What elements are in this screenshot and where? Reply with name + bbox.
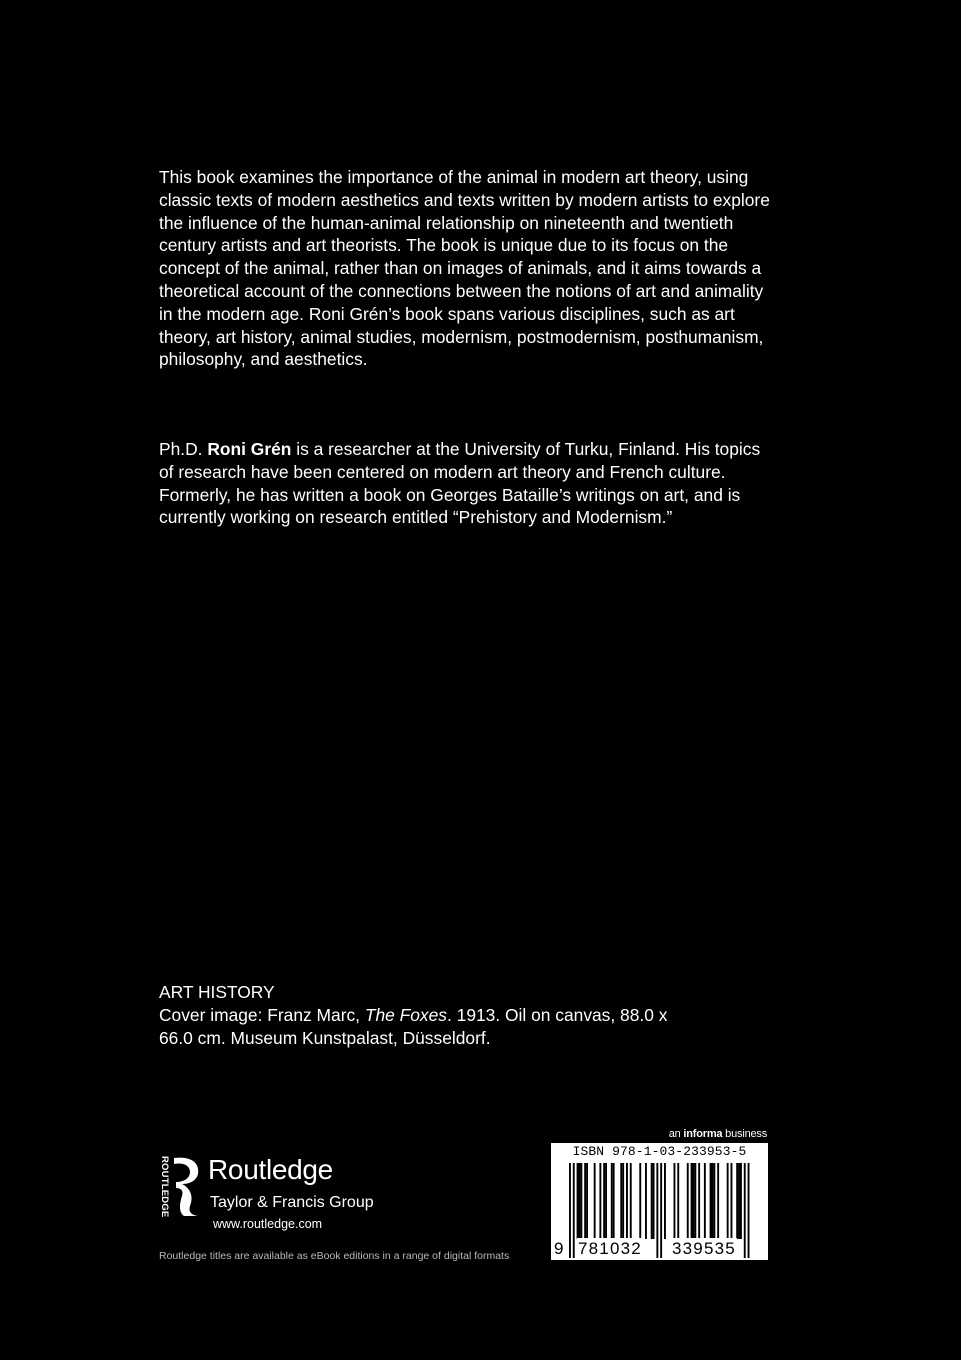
barcode-bar (645, 1163, 647, 1239)
ean-first-digit: 9 (554, 1239, 565, 1258)
barcode-bar (626, 1163, 628, 1239)
barcode-bar (599, 1163, 601, 1239)
routledge-r-icon (170, 1156, 204, 1218)
barcode-bar (664, 1163, 666, 1239)
publisher-name: Routledge (208, 1154, 333, 1185)
author-name: Roni Grén (207, 439, 292, 459)
ean-left-group: 781032 (578, 1239, 642, 1258)
barcode-bar (677, 1163, 679, 1239)
author-bio-text: is a researcher at the University of Turku, Finland. His topics of research have been centered on modern art theory and French culture. Formerly, he has written a book on Georges Bataille’s writings on art, and is currently working on research entitled “Prehistory and Modernism.” (159, 439, 761, 528)
barcode-bar (622, 1163, 624, 1239)
book-description: This book examines the importance of the animal in modern art theory, using classic texts of modern aesthetics and texts written by modern artists to explore the influence of the human-animal relationship on nineteenth and twentieth century artists and art theorists. The book is unique due to its focus on the concept of the animal, rather than on images of animals, and it aims towards a theoretical account of the connections between the notions of art and animality in the modern age. Roni Grén’s book spans various disciplines, such as art theory, art history, animal studies, modernism, postmodernism, posthumanism, philosophy, and aesthetics. (159, 167, 770, 370)
barcode-bar (586, 1163, 588, 1239)
barcode-bar (698, 1163, 700, 1239)
barcode-bar (611, 1163, 613, 1239)
barcode-bar (694, 1163, 696, 1239)
barcode-bar (605, 1163, 607, 1239)
cover-credit-details: . 1913. Oil on canvas, 88.0 x 66.0 cm. Museum Kunstpalast, Düsseldorf. (159, 1005, 668, 1048)
author-title: Ph.D. (159, 439, 208, 459)
barcode-bar (639, 1163, 641, 1239)
barcode-bar (603, 1163, 605, 1239)
ebook-note: Routledge titles are available as eBook editions in a range of digital formats (159, 1250, 510, 1262)
barcode-bar (717, 1163, 719, 1239)
barcode-bar (738, 1163, 740, 1239)
ean-right-group: 339535 (672, 1239, 736, 1258)
isbn-number: ISBN 978-1-03-233953-5 (572, 1144, 747, 1159)
subject-category: ART HISTORY (159, 982, 275, 1002)
barcode-bar (674, 1163, 676, 1239)
author-bio (159, 438, 779, 529)
barcode-bar (580, 1163, 582, 1239)
routledge-logo (156, 1152, 396, 1232)
barcode-bar (630, 1163, 632, 1239)
isbn-barcode (551, 1143, 768, 1260)
barcode-bar (577, 1163, 579, 1239)
barcode-bar (736, 1163, 738, 1239)
barcode-bar (693, 1163, 695, 1239)
informa-business-line: an informa business (668, 1128, 767, 1140)
publisher-group: Taylor & Francis Group (210, 1194, 374, 1211)
barcode-bar (613, 1163, 615, 1239)
barcode-bar (687, 1163, 689, 1239)
cover-credit-prefix: Cover image: Franz Marc, (159, 1005, 365, 1025)
barcode-bar (731, 1163, 733, 1239)
barcode-bar (651, 1163, 653, 1239)
barcode-bar (712, 1163, 714, 1239)
publisher-url: www.routledge.com (213, 1217, 323, 1231)
informa-brand: informa (683, 1128, 723, 1140)
routledge-vertical-wordmark: ROUTLEDGE (159, 1156, 170, 1218)
barcode-bar (653, 1163, 655, 1239)
barcode-bar (704, 1163, 706, 1239)
barcode-bar (594, 1163, 596, 1239)
barcode-bar (710, 1163, 712, 1239)
cover-credit (159, 1004, 679, 1050)
ean-digits (551, 1238, 768, 1260)
barcode-bar (620, 1163, 622, 1239)
barcode-bar (691, 1163, 693, 1239)
barcode-bar (584, 1163, 586, 1239)
barcode-bar (579, 1163, 581, 1239)
artwork-title: The Foxes (364, 1005, 447, 1025)
barcode-bar (740, 1163, 742, 1239)
barcode-bar (713, 1163, 715, 1239)
barcode-bar (727, 1163, 729, 1239)
